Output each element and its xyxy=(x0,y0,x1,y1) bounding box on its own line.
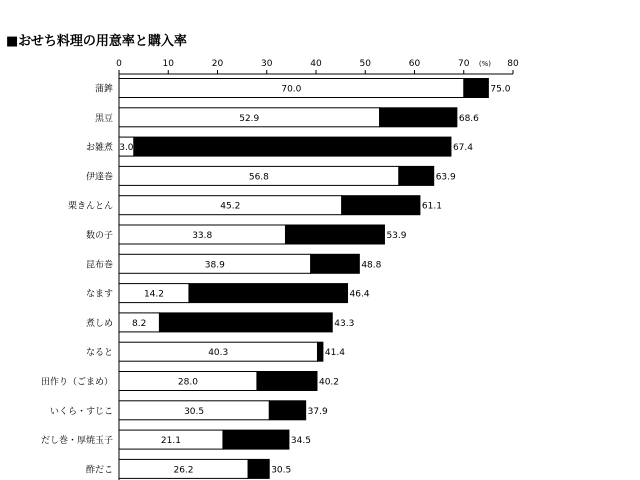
x-tick-label: 0 xyxy=(116,59,122,69)
category-label: なると xyxy=(85,348,113,359)
data-label-inner: 21.1 xyxy=(160,436,181,447)
data-label-total: 68.6 xyxy=(458,113,479,124)
category-label: 栗きんとん xyxy=(67,201,113,212)
bar-segment-black xyxy=(257,372,317,391)
bar-segment-black xyxy=(269,401,305,420)
x-tick-label: 10 xyxy=(162,59,174,69)
data-label-total: 53.9 xyxy=(386,231,407,241)
category-label: だし巻・厚焼玉子 xyxy=(40,436,113,447)
x-tick-label: 60 xyxy=(408,59,421,69)
data-label-inner: 8.2 xyxy=(132,318,147,329)
chart-title: ■おせち料理の用意率と購入率 xyxy=(6,34,187,49)
bar-segment-black xyxy=(311,254,360,273)
bar-segment-black xyxy=(223,430,289,449)
data-label-total: 37.9 xyxy=(307,406,328,417)
data-label-inner: 70.0 xyxy=(281,84,302,95)
data-label-inner: 52.9 xyxy=(239,113,260,124)
category-label: 田作り（ごまめ） xyxy=(40,377,113,388)
data-label-total: 34.5 xyxy=(290,436,311,447)
category-label: 数の子 xyxy=(85,231,113,241)
data-label-total: 40.2 xyxy=(318,377,340,388)
x-tick-label: 20 xyxy=(211,59,224,69)
x-tick-label: 80 xyxy=(507,59,519,69)
data-label-total: 43.3 xyxy=(334,318,355,329)
category-label: なます xyxy=(85,289,113,300)
data-label-total: 30.5 xyxy=(271,465,292,476)
data-label-total: 61.1 xyxy=(421,201,442,212)
category-label: 蒲鉾 xyxy=(94,84,113,95)
data-label-inner: 26.2 xyxy=(173,465,194,476)
data-label-total: 75.0 xyxy=(490,84,511,95)
x-tick-label: 70 xyxy=(458,59,470,69)
data-label-inner: 14.2 xyxy=(143,289,164,300)
data-label-inner: 40.3 xyxy=(208,348,229,359)
data-label-inner: 28.0 xyxy=(177,377,198,388)
category-label: いくら・すじこ xyxy=(49,406,113,417)
data-label-inner: 45.2 xyxy=(220,201,241,212)
unit-label: (%) xyxy=(478,60,491,68)
category-label: 酢だこ xyxy=(85,465,113,476)
bar-segment-black xyxy=(399,166,434,185)
data-label-total: 41.4 xyxy=(324,348,345,359)
x-tick-label: 50 xyxy=(359,59,371,69)
category-label: 伊達巻 xyxy=(85,172,113,183)
data-label-total: 46.4 xyxy=(349,289,370,300)
bar-segment-black xyxy=(134,137,451,156)
data-label-inner: 30.5 xyxy=(184,406,205,417)
bar-segment-black xyxy=(317,342,322,361)
category-label: 黒豆 xyxy=(94,113,113,124)
data-label-inner: 56.8 xyxy=(248,172,269,183)
x-tick-label: 30 xyxy=(261,59,273,69)
bar-segment-black xyxy=(189,284,348,303)
category-label: 煮しめ xyxy=(85,318,113,329)
bar-segment-black xyxy=(342,196,420,215)
bar-segment-black xyxy=(285,225,384,244)
bar-segment-black xyxy=(380,108,457,127)
x-tick-label: 40 xyxy=(310,59,322,69)
data-label-inner: 38.9 xyxy=(204,260,225,271)
category-label: お雑煮 xyxy=(85,143,113,154)
data-label-inner: 33.8 xyxy=(192,231,213,241)
category-label: 昆布巻 xyxy=(85,260,113,271)
data-label-total: 63.9 xyxy=(435,172,456,183)
data-label-inner: 3.0 xyxy=(119,143,134,154)
data-label-total: 48.8 xyxy=(361,260,382,271)
bar-segment-black xyxy=(248,459,269,478)
bar-segment-black xyxy=(159,313,332,332)
bar-segment-black xyxy=(464,79,489,98)
data-label-total: 67.4 xyxy=(452,143,473,154)
